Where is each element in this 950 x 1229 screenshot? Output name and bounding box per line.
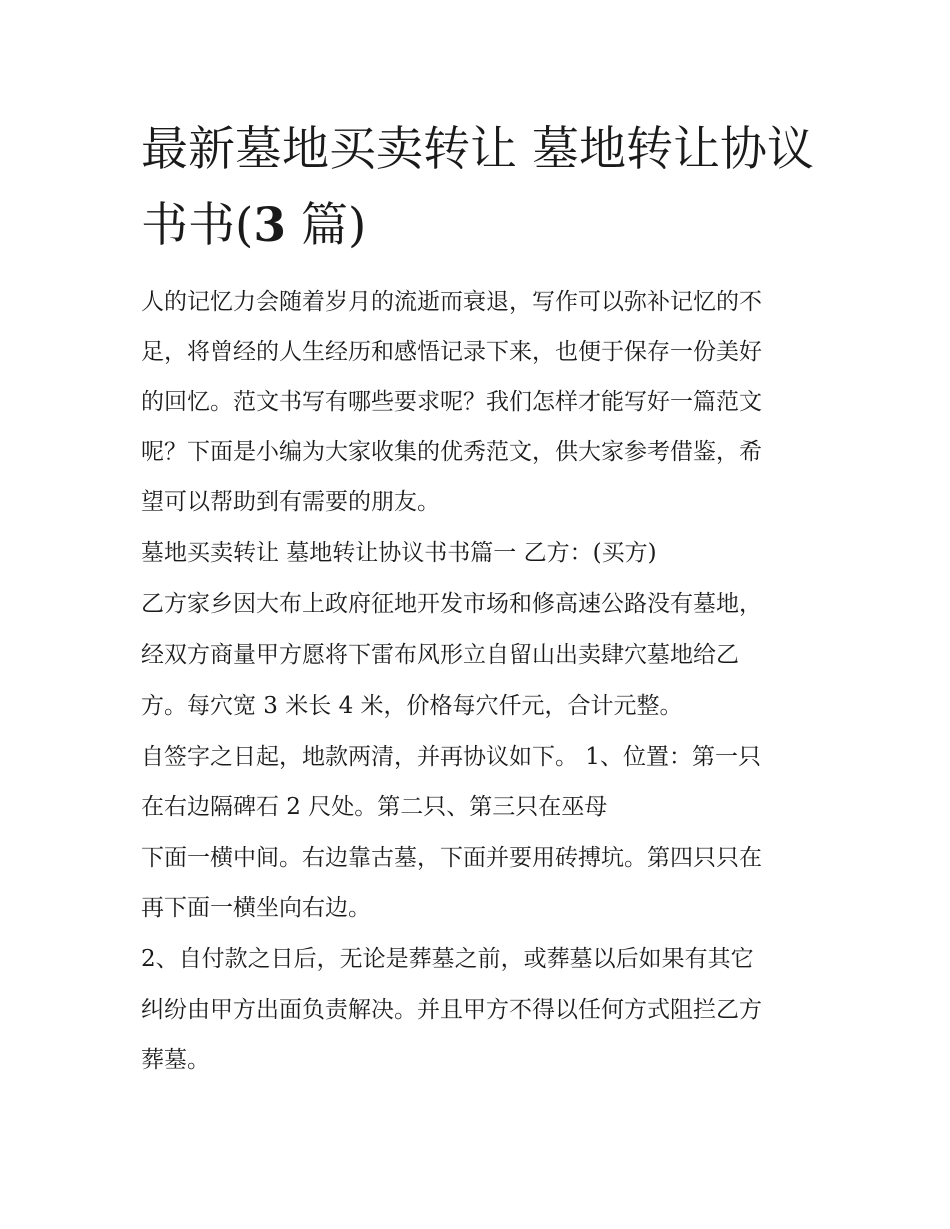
title-text: 最新墓地买卖转让 墓地转让协议书书( [141,122,814,253]
body-line: 纠纷由甲方出面负责解决。并且甲方不得以任何方式阻拦乙方 [141,997,762,1023]
section-heading: 墓地买卖转让 墓地转让协议书书篇一 乙方：(买方) [141,540,657,566]
body-line: 乙方家乡因大布上政府征地开发市场和修高速公路没有墓地， [141,591,762,617]
body-line: 2、自付款之日后，无论是葬墓之前，或葬墓以后如果有其它 [141,946,754,972]
title-count: 3 [253,198,287,253]
body-line: 人的记忆力会随着岁月的流逝而衰退，写作可以弥补记忆的不 [141,289,762,315]
body-line: 足，将曾经的人生经历和感悟记录下来，也便于保存一份美好 [141,339,762,365]
body-line: 下面一横中间。右边靠古墓，下面并要用砖搏坑。第四只只在 [141,845,762,871]
body-line: 的回忆。范文书写有哪些要求呢？我们怎样才能写好一篇范文 [141,389,762,415]
body-line: 方。每穴宽 3 米长 4 米，价格每穴仟元，合计元整。 [141,693,683,719]
body-line: 呢？下面是小编为大家收集的优秀范文，供大家参考借鉴，希 [141,439,762,465]
body-line: 在右边隔碑石 2 尺处。第二只、第三只在巫母 [141,794,608,820]
document-title [141,112,821,264]
title-suffix: 篇) [286,198,367,253]
body-line: 自签字之日起，地款两清，并再协议如下。 1、位置：第一只 [141,744,761,770]
body-line: 再下面一横坐向右边。 [141,895,371,921]
body-line: 经双方商量甲方愿将下雷布风形立自留山出卖肆穴墓地给乙 [141,642,739,668]
body-line: 葬墓。 [141,1047,210,1073]
body-line: 望可以帮助到有需要的朋友。 [141,489,440,515]
